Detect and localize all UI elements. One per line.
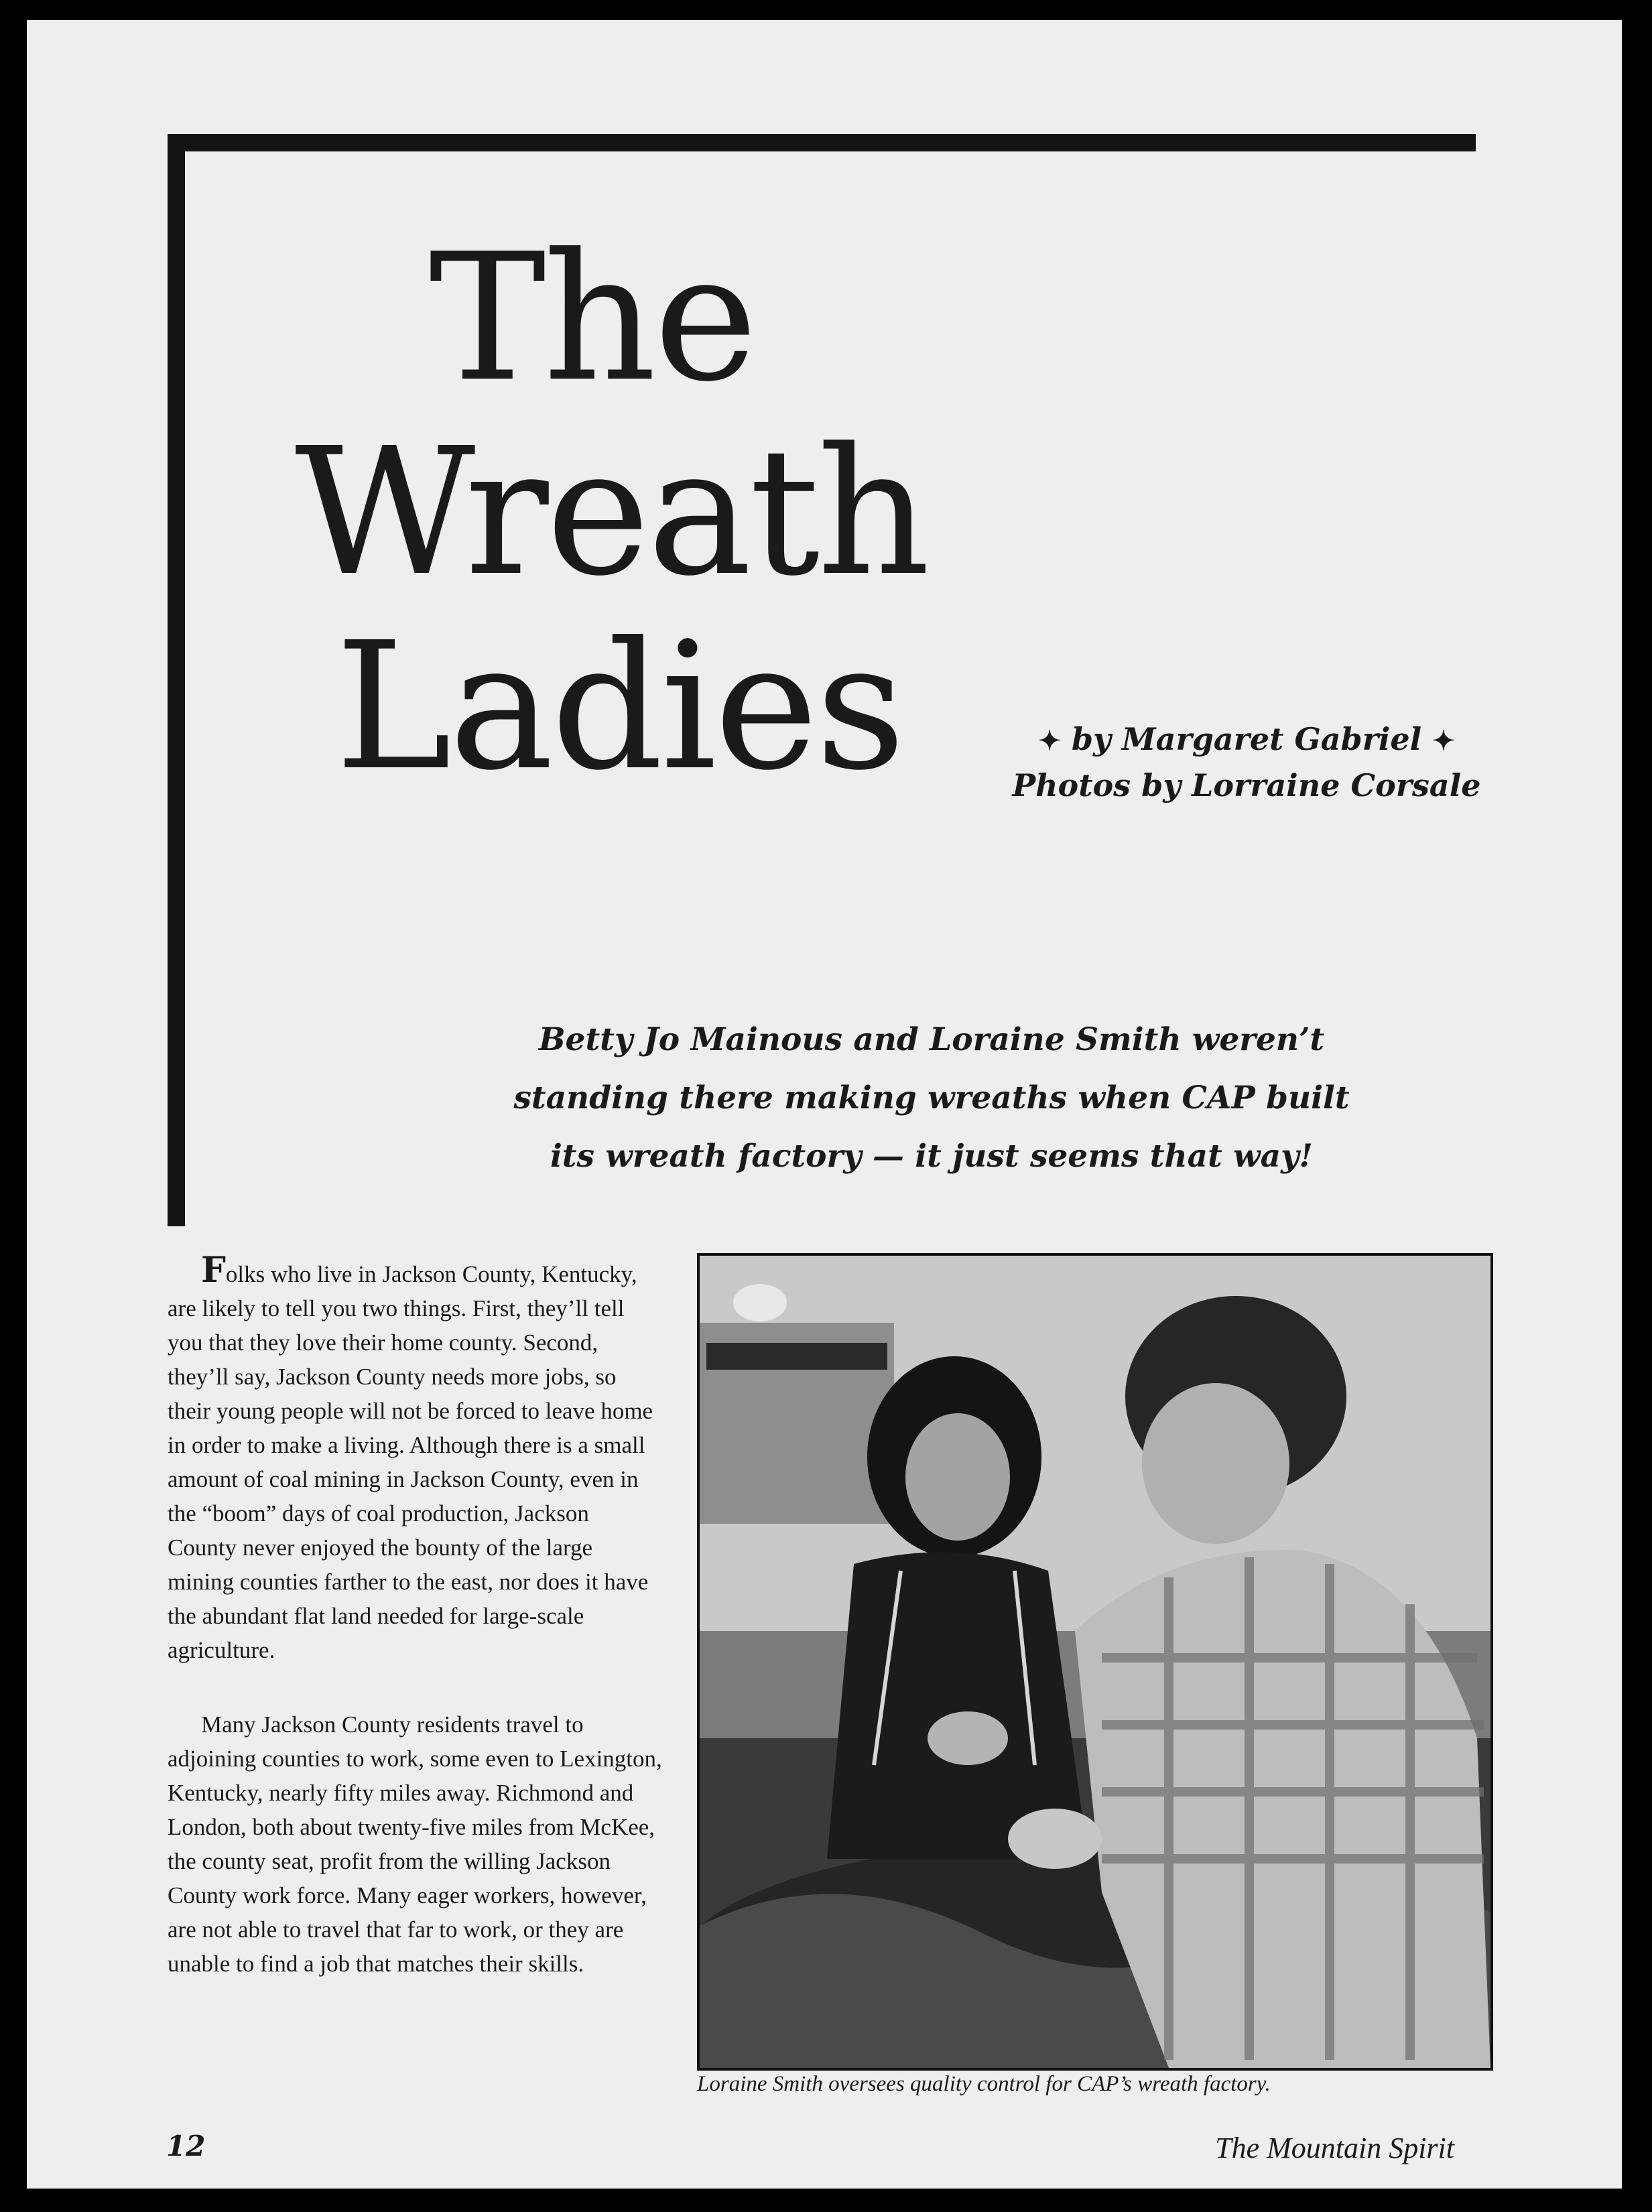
magazine-page [27,20,1622,2189]
byline [992,717,1501,807]
page-number: 12 [166,2130,206,2162]
title-line: Wreath [295,410,928,614]
byline-photo-credit: Photos by Lorraine Corsale [1012,767,1481,803]
deck-line: Betty Jo Mainous and Loraine Smith weren’t [538,1021,1325,1058]
title-frame-top-rule [168,134,1476,151]
body-paragraph: Many Jackson County residents travel to adjoining counties to work, some even to Lexington, Kentucky, nearly fifty miles away. Richmond and London, both about twenty-five miles from McKee, the county seat, profit from the willing Jackson County work force. Many eager workers, however, are not able to travel that far to work, or they are unable to find a job that matches their skills. [168,1711,662,1977]
title-line: Ladies [335,604,903,809]
body-paragraph [168,1250,663,1667]
body-text-column [168,1250,663,2021]
publication-name: The Mountain Spirit [1215,2132,1454,2164]
star-ornament-icon: ✦ [1432,725,1455,757]
drop-cap: F [201,1250,226,1291]
article-title [295,216,928,809]
deck-line: standing there making wreaths when CAP built [513,1080,1350,1116]
title-line: The [429,216,755,420]
byline-author: by Margaret Gabriel [1071,721,1422,757]
article-photo [697,1253,1493,2071]
title-frame-left-rule [168,134,185,1226]
deck-line: its wreath factory — it just seems that way! [550,1138,1314,1175]
photo-caption: Loraine Smith oversees quality control for CAP’s wreath factory. [697,2072,1271,2096]
star-ornament-icon: ✦ [1038,725,1061,757]
paragraph-text: olks who live in Jackson County, Kentucky, are likely to tell you two things. First, they’ll tell you that they love their home county. Second, they’ll say, Jackson County needs more jobs, so their young people will not be forced to leave home in order to make a living. Although there is a small amount of coal mining in Jackson County, even in the “boom” days of coal production, Jackson County never enjoyed the bounty of the large mining counties farther to the east, nor does it have the abundant flat land needed for large-scale agriculture. [168,1261,653,1663]
photo-illustration [700,1256,1490,2068]
article-deck [462,1011,1401,1185]
